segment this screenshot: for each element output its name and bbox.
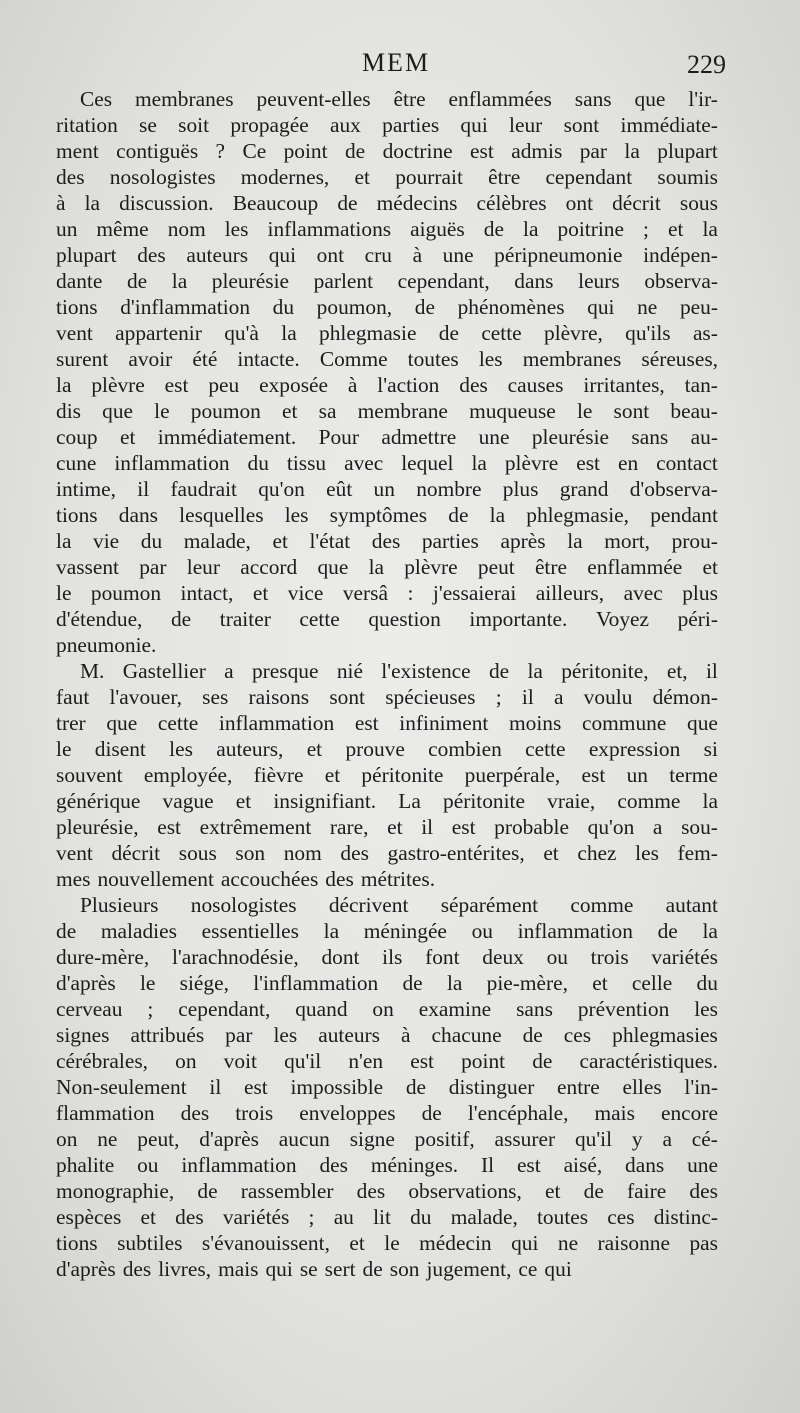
text-line: cune inflammation du tissu avec lequel la plèvre est en contact [56,451,718,475]
text-line: à la discussion. Beaucoup de médecins célèbres ont décrit sous [56,191,718,215]
text-line: mes nouvellement accouchées des métrites. [56,867,436,891]
text-line: vent décrit sous son nom des gastro-entérites, et chez les fem- [56,841,718,865]
text-line: pneumonie. [56,633,157,657]
text-line: M. Gastellier a presque nié l'existence de la péritonite, et, il [80,659,718,683]
text-line: Plusieurs nosologistes décrivent séparément comme autant [80,893,718,917]
text-line: d'après des livres, mais qui se sert de son jugement, ce qui [56,1257,572,1281]
text-line: signes attribués par les auteurs à chacune de ces phlegmasies [56,1023,718,1047]
text-line: monographie, de rassembler des observations, et de faire des [56,1179,718,1203]
text-line: cerveau ; cependant, quand on examine sans prévention les [56,997,718,1021]
paragraph [56,658,718,892]
text-line: flammation des trois enveloppes de l'encéphale, mais encore [56,1101,718,1125]
text-line: ment contiguës ? Ce point de doctrine est admis par la plupart [56,139,718,163]
page-number: 229 [687,50,726,79]
text-line: pleurésie, est extrêmement rare, et il est probable qu'on a sou- [56,815,718,839]
text-line: dante de la pleurésie parlent cependant, dans leurs observa- [56,269,718,293]
running-head [56,46,736,86]
text-line: dure-mère, l'arachnodésie, dont ils font deux ou trois variétés [56,945,718,969]
text-line: cérébrales, on voit qu'il n'en est point de caractéristiques. [56,1049,718,1073]
body-text [56,86,718,1282]
text-line: ritation se soit propagée aux parties qui leur sont immédiate- [56,113,718,137]
text-line: tions subtiles s'évanouissent, et le médecin qui ne raisonne pas [56,1231,718,1255]
text-line: d'étendue, de traiter cette question importante. Voyez péri- [56,607,718,631]
text-line: dis que le poumon et sa membrane muqueuse le sont beau- [56,399,718,423]
paragraph [56,892,718,1282]
text-line: générique vague et insignifiant. La péritonite vraie, comme la [56,789,718,813]
text-line: on ne peut, d'après aucun signe positif, assurer qu'il y a cé- [56,1127,718,1151]
text-line: d'après le siége, l'inflammation de la pie-mère, et celle du [56,971,718,995]
text-line: surent avoir été intacte. Comme toutes les membranes séreuses, [56,347,718,371]
text-line: intime, il faudrait qu'on eût un nombre plus grand d'observa- [56,477,718,501]
text-line: vassent par leur accord que la plèvre peut être enflammée et [56,555,718,579]
text-line: tions dans lesquelles les symptômes de la phlegmasie, pendant [56,503,718,527]
text-line: coup et immédiatement. Pour admettre une pleurésie sans au- [56,425,718,449]
text-line: des nosologistes modernes, et pourrait être cependant soumis [56,165,718,189]
text-line: le disent les auteurs, et prouve combien cette expression si [56,737,718,761]
text-line: trer que cette inflammation est infiniment moins commune que [56,711,718,735]
text-line: faut l'avouer, ses raisons sont spécieuses ; il a voulu démon- [56,685,718,709]
text-line: souvent employée, fièvre et péritonite puerpérale, est un terme [56,763,718,787]
text-line: de maladies essentielles la méningée ou inflammation de la [56,919,718,943]
text-line: un même nom les inflammations aiguës de la poitrine ; et la [56,217,718,241]
text-line: plupart des auteurs qui ont cru à une péripneumonie indépen- [56,243,718,267]
running-head-title: MEM [361,48,431,77]
text-line: vent appartenir qu'à la phlegmasie de cette plèvre, qu'ils as- [56,321,718,345]
text-line: la plèvre est peu exposée à l'action des causes irritantes, tan- [56,373,718,397]
text-line: la vie du malade, et l'état des parties après la mort, prou- [56,529,718,553]
text-line: tions d'inflammation du poumon, de phénomènes qui ne peu- [56,295,718,319]
text-line: Non-seulement il est impossible de distinguer entre elles l'in- [56,1075,718,1099]
paragraph [56,86,718,658]
text-line: le poumon intact, et vice versâ : j'essaierai ailleurs, avec plus [56,581,718,605]
text-line: phalite ou inflammation des méninges. Il est aisé, dans une [56,1153,718,1177]
text-line: Ces membranes peuvent-elles être enflammées sans que l'ir- [80,87,718,111]
text-line: espèces et des variétés ; au lit du malade, toutes ces distinc- [56,1205,718,1229]
